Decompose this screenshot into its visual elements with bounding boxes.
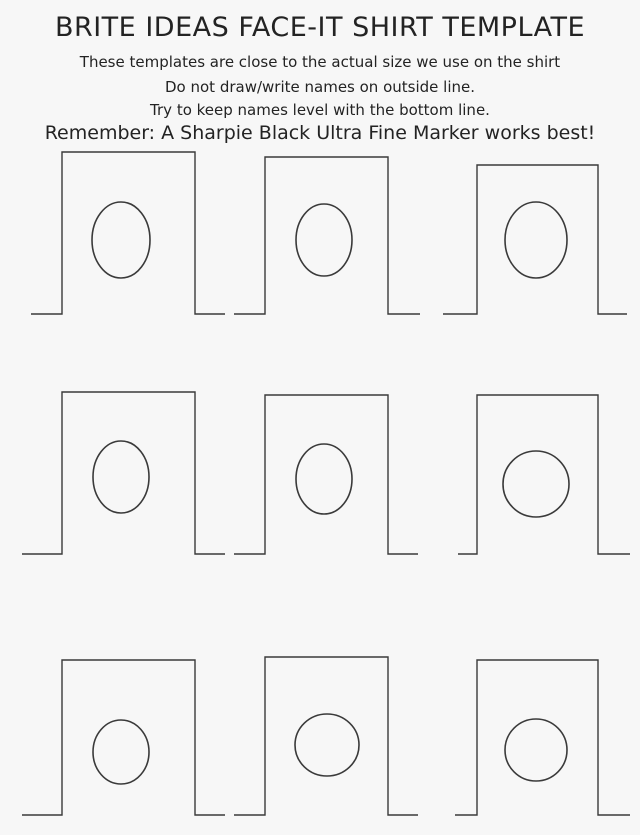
template-r3c3 bbox=[455, 660, 630, 815]
template-r1c2 bbox=[234, 157, 420, 314]
instruction-line-2: Do not draw/write names on outside line. bbox=[165, 78, 475, 96]
template-face-oval bbox=[505, 202, 567, 278]
template-outline bbox=[455, 660, 630, 815]
template-r1c3 bbox=[443, 165, 627, 314]
template-outline bbox=[234, 657, 418, 815]
template-face-oval bbox=[505, 719, 567, 781]
instruction-line-3: Try to keep names level with the bottom line. bbox=[150, 101, 490, 119]
template-outline bbox=[443, 165, 627, 314]
template-face-oval bbox=[93, 720, 149, 784]
page-title: BRITE IDEAS FACE-IT SHIRT TEMPLATE bbox=[54, 12, 586, 43]
template-outline bbox=[22, 660, 225, 815]
template-r2c2 bbox=[234, 395, 418, 554]
template-outline bbox=[22, 392, 225, 554]
template-r3c2 bbox=[234, 657, 418, 815]
template-face-oval bbox=[503, 451, 569, 517]
template-face-oval bbox=[93, 441, 149, 513]
template-outline bbox=[234, 157, 420, 314]
instruction-line-4: Remember: A Sharpie Black Ultra Fine Marker works best! bbox=[44, 122, 596, 144]
template-r3c1 bbox=[22, 660, 225, 815]
template-r2c1 bbox=[22, 392, 225, 554]
template-outline bbox=[234, 395, 418, 554]
template-face-oval bbox=[295, 714, 359, 776]
template-outline bbox=[458, 395, 630, 554]
template-face-oval bbox=[296, 204, 352, 276]
template-face-oval bbox=[92, 202, 150, 278]
template-r1c1 bbox=[31, 152, 225, 314]
template-outline bbox=[31, 152, 225, 314]
instruction-line-1: These templates are close to the actual size we use on the shirt bbox=[79, 53, 561, 71]
template-r2c3 bbox=[458, 395, 630, 554]
template-face-oval bbox=[296, 444, 352, 514]
